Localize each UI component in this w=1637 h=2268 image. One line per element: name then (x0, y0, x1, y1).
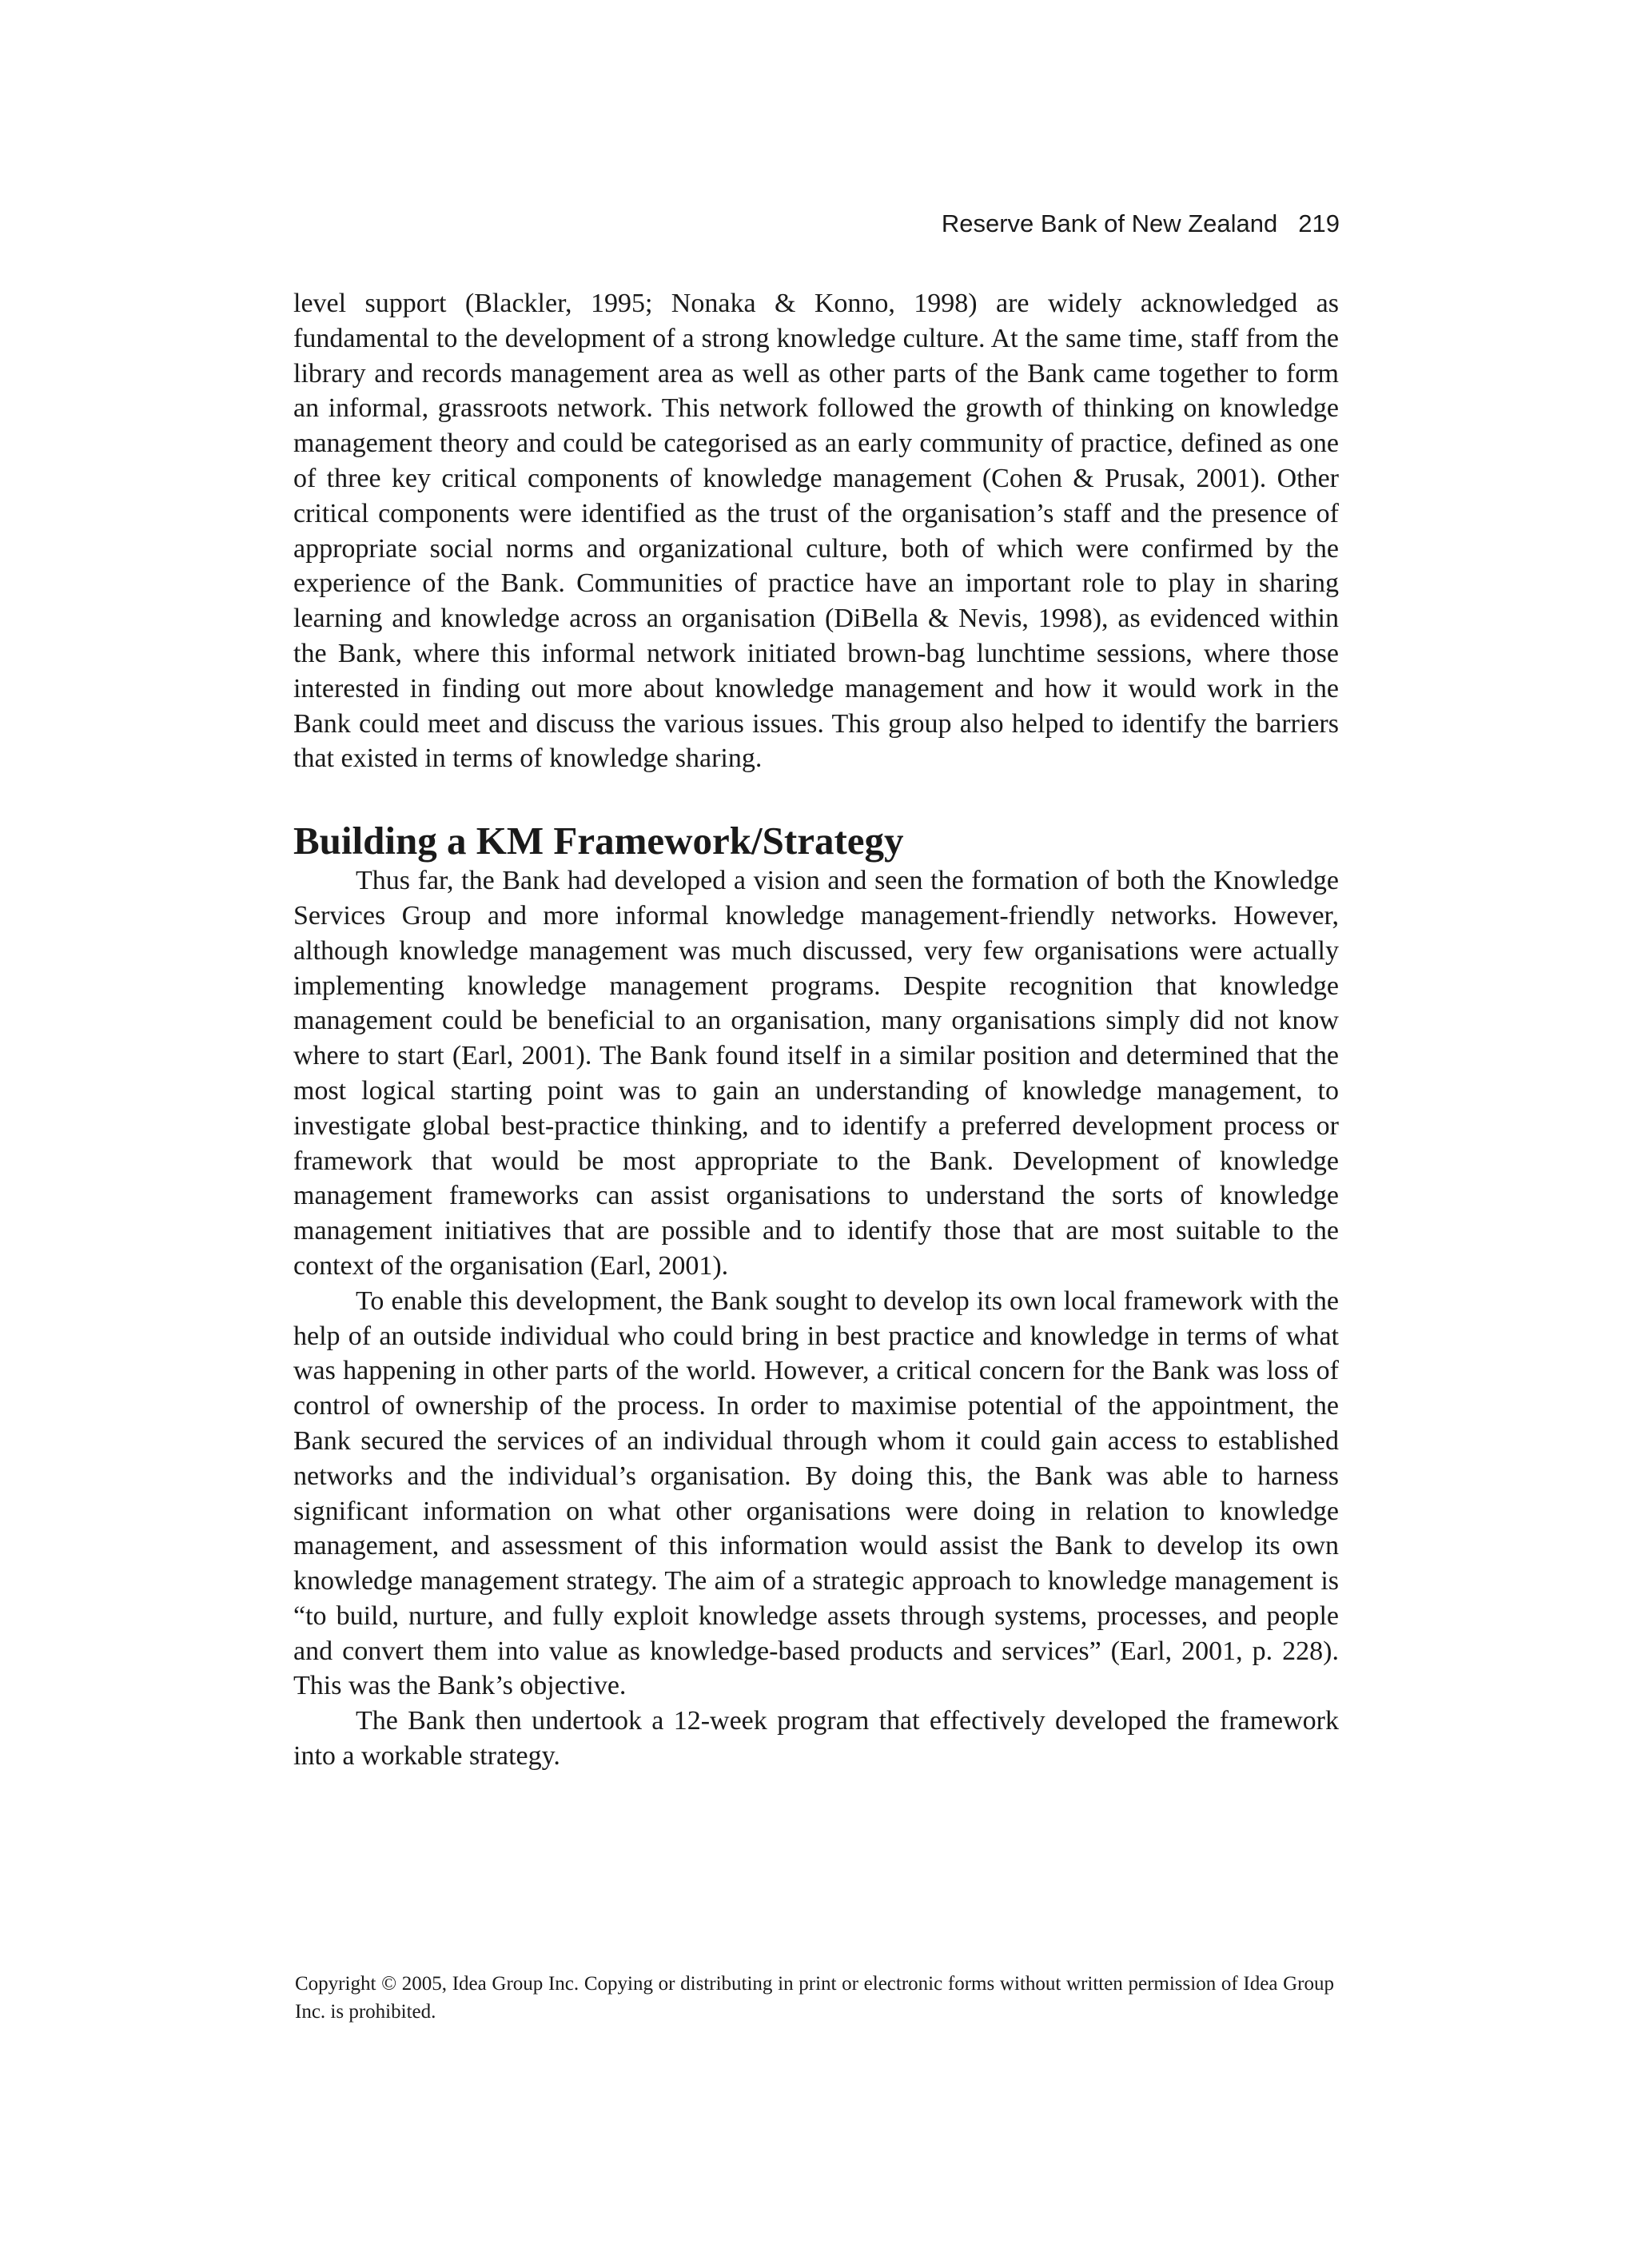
running-title: Reserve Bank of New Zealand (941, 209, 1278, 237)
paragraph-2: To enable this development, the Bank sought to develop its own local framework with the help of an outside individual who could bring in best practice and knowledge in terms of what was happening in other parts of the world. However, a critical concern for the Bank was loss of control of ownership of the process. In order to maximise potential of the appointment, the Bank secured the services of an individual through whom it could gain access to established networks and the individual’s organisation. By doing this, the Bank was able to harness significant information on what other organisations were doing in relation to knowledge management, and assessment of this information would assist the Bank to develop its own knowledge management strategy. The aim of a strategic approach to knowledge management is “to build, nurture, and fully exploit knowledge assets through systems, processes, and people and convert them into value as knowledge-based products and services” (Earl, 2001, p. 228). This was the Bank’s objective. (293, 1285, 1339, 1701)
body-text (293, 286, 1339, 1774)
copyright-notice: Copyright © 2005, Idea Group Inc. Copying or distributing in print or electronic forms without written permission of Idea Group Inc. is prohibited. (295, 1973, 1334, 2023)
page-number: 219 (1298, 209, 1340, 237)
running-header (942, 209, 1340, 238)
paragraph-3: The Bank then undertook a 12-week program that effectively developed the framework into a workable strategy. (293, 1706, 1339, 1772)
paragraph-1: Thus far, the Bank had developed a vision and seen the formation of both the Knowledge Services Group and more informal knowledge management-friendly networks. However, although knowledge management was much discussed, very few organisations were actually implementing knowledge management programs. Despite recognition that knowledge management could be beneficial to an organisation, many organisations simply did not know where to start (Earl, 2001). The Bank found itself in a similar position and determined that the most logical starting point was to gain an understanding of knowledge management, to investigate global best-practice thinking, and to identify a preferred development process or framework that would be most appropriate to the Bank. Development of knowledge management frameworks can assist organisations to understand the sorts of knowledge management initiatives that are possible and to identify those that are most suitable to the context of the organisation (Earl, 2001). (293, 866, 1339, 1281)
continued-paragraph: level support (Blackler, 1995; Nonaka & Konno, 1998) are widely acknowledged as fundamental to the development of a strong knowledge culture. At the same time, staff from the library and records management area as well as other parts of the Bank came together to form an informal, grassroots network. This network followed the growth of thinking on knowledge management theory and could be categorised as an early community of practice, defined as one of three key critical components of knowledge management (Cohen & Prusak, 2001). Other critical components were identified as the trust of the organisation’s staff and the presence of appropriate social norms and organizational culture, both of which were confirmed by the experience of the Bank. Communities of practice have an important role to play in sharing learning and knowledge across an organisation (DiBella & Nevis, 1998), as evidenced within the Bank, where this informal network initiated brown-bag lunchtime sessions, where those interested in finding out more about knowledge management and how it would work in the Bank could meet and discuss the various issues. This group also helped to identify the barriers that existed in terms of knowledge sharing. (293, 289, 1339, 774)
section-heading: Building a KM Framework/Strategy (293, 819, 904, 863)
